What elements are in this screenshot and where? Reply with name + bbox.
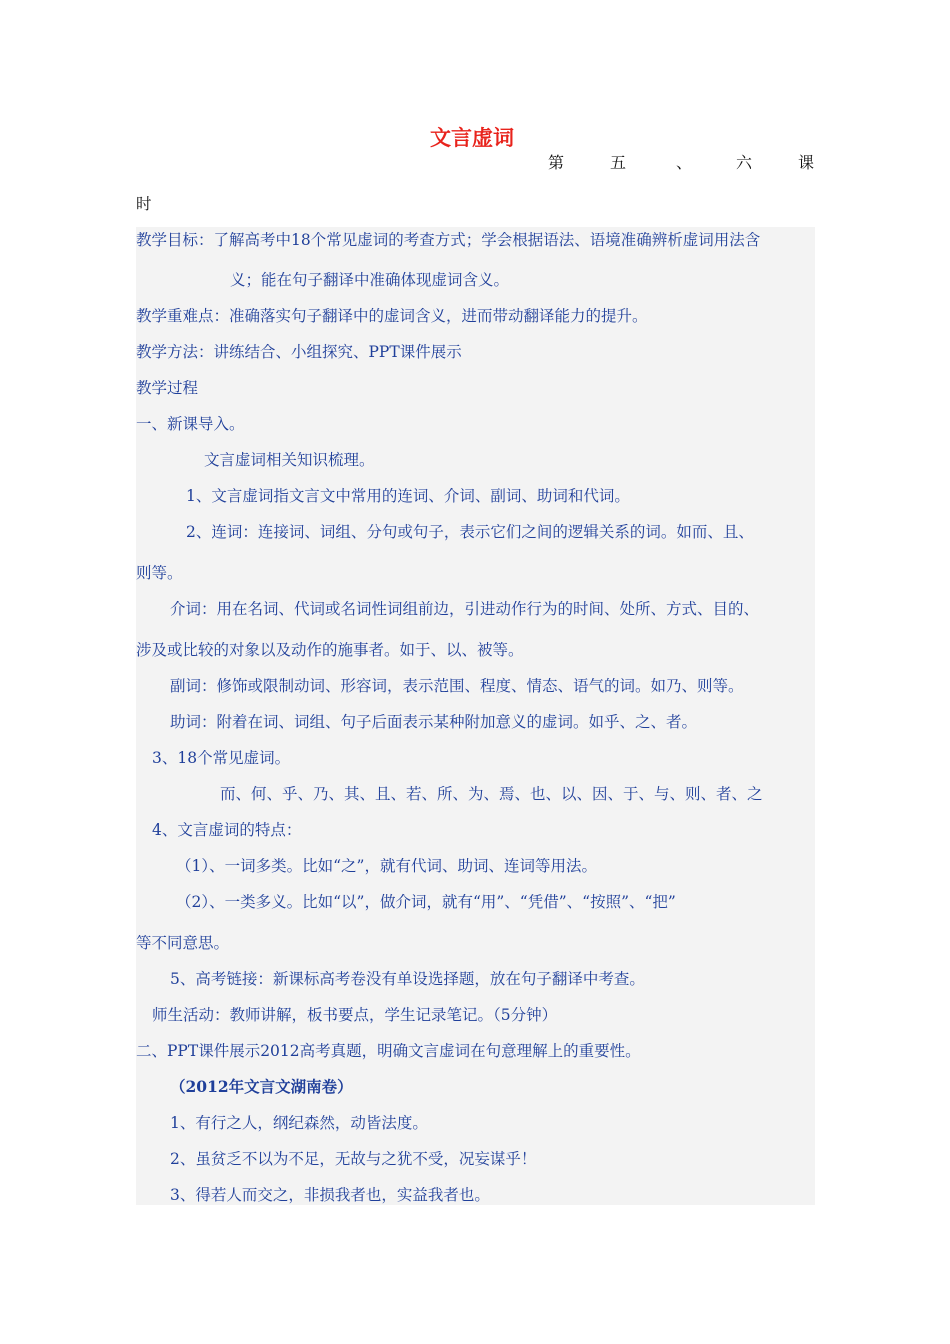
exam-source-heading: （2012年文言文湖南卷） [170, 1077, 353, 1096]
teaching-method: 教学方法：讲练结合、小组探究、PPT课件展示 [136, 343, 462, 361]
paragraph: 介词：用在名词、代词或名词性词组前边，引进动作行为的时间、处所、方式、目的、 [170, 600, 760, 618]
lesson-label-char: 第 [548, 153, 565, 172]
function-word-list: 而、何、乎、乃、其、且、若、所、为、焉、也、以、因、于、与、则、者、之 [220, 785, 763, 803]
exam-sentence: 1、有行之人，纲纪森然，动皆法度。 [170, 1114, 428, 1132]
teaching-goal-cont: 义；能在句子翻译中准确体现虚词含义。 [230, 271, 510, 289]
paragraph: 1、文言虚词指文言文中常用的连词、介词、副词、助词和代词。 [186, 487, 630, 505]
lesson-label-char: 、 [676, 153, 693, 172]
exam-sentence: 2、虽贫乏不以为不足，无故与之犹不受，况妄谋乎！ [170, 1150, 537, 1168]
paragraph: 5、高考链接：新课标高考卷没有单设选择题，放在句子翻译中考查。 [170, 970, 645, 988]
teaching-goal: 教学目标：了解高考中18个常见虚词的考查方式；学会根据语法、语境准确辨析虚词用法含 [136, 231, 761, 249]
paragraph: （1）、一词多类。比如“之”，就有代词、助词、连词等用法。 [176, 857, 597, 875]
section-heading: 一、新课导入。 [136, 415, 245, 433]
paragraph: 3、18个常见虚词。 [152, 749, 291, 767]
teaching-process-heading: 教学过程 [136, 379, 199, 397]
document-title: 文言虚词 [430, 126, 514, 150]
lesson-label-tail: 时 [136, 195, 152, 213]
paragraph: 涉及或比较的对象以及动作的施事者。如于、以、被等。 [136, 641, 524, 659]
lesson-label-char: 五 [610, 153, 627, 172]
teaching-focus: 教学重难点：准确落实句子翻译中的虚词含义，进而带动翻译能力的提升。 [136, 307, 648, 325]
paragraph: 师生活动：教师讲解，板书要点，学生记录笔记。（5分钟） [152, 1006, 558, 1024]
paragraph: 等不同意思。 [136, 934, 230, 952]
paragraph: 2、连词：连接词、词组、分句或句子，表示它们之间的逻辑关系的词。如而、且、 [186, 523, 754, 541]
paragraph: 助词：附着在词、词组、句子后面表示某种附加意义的虚词。如乎、之、者。 [170, 713, 698, 731]
review-heading: 文言虚词相关知识梳理。 [204, 451, 375, 469]
lesson-label-char: 六 [736, 153, 753, 172]
lesson-label-char: 课 [798, 153, 815, 172]
exam-sentence: 3、得若人而交之，非损我者也，实益我者也。 [170, 1186, 490, 1204]
paragraph: 副词：修饰或限制动词、形容词，表示范围、程度、情态、语气的词。如乃、则等。 [170, 677, 744, 695]
paragraph: （2）、一类多义。比如“以”，做介词，就有“用”、“凭借”、“按照”、“把” [176, 893, 676, 911]
paragraph: 4、文言虚词的特点： [152, 821, 302, 839]
paragraph: 则等。 [136, 564, 183, 582]
section-heading: 二、PPT课件展示2012高考真题，明确文言虚词在句意理解上的重要性。 [136, 1042, 641, 1060]
